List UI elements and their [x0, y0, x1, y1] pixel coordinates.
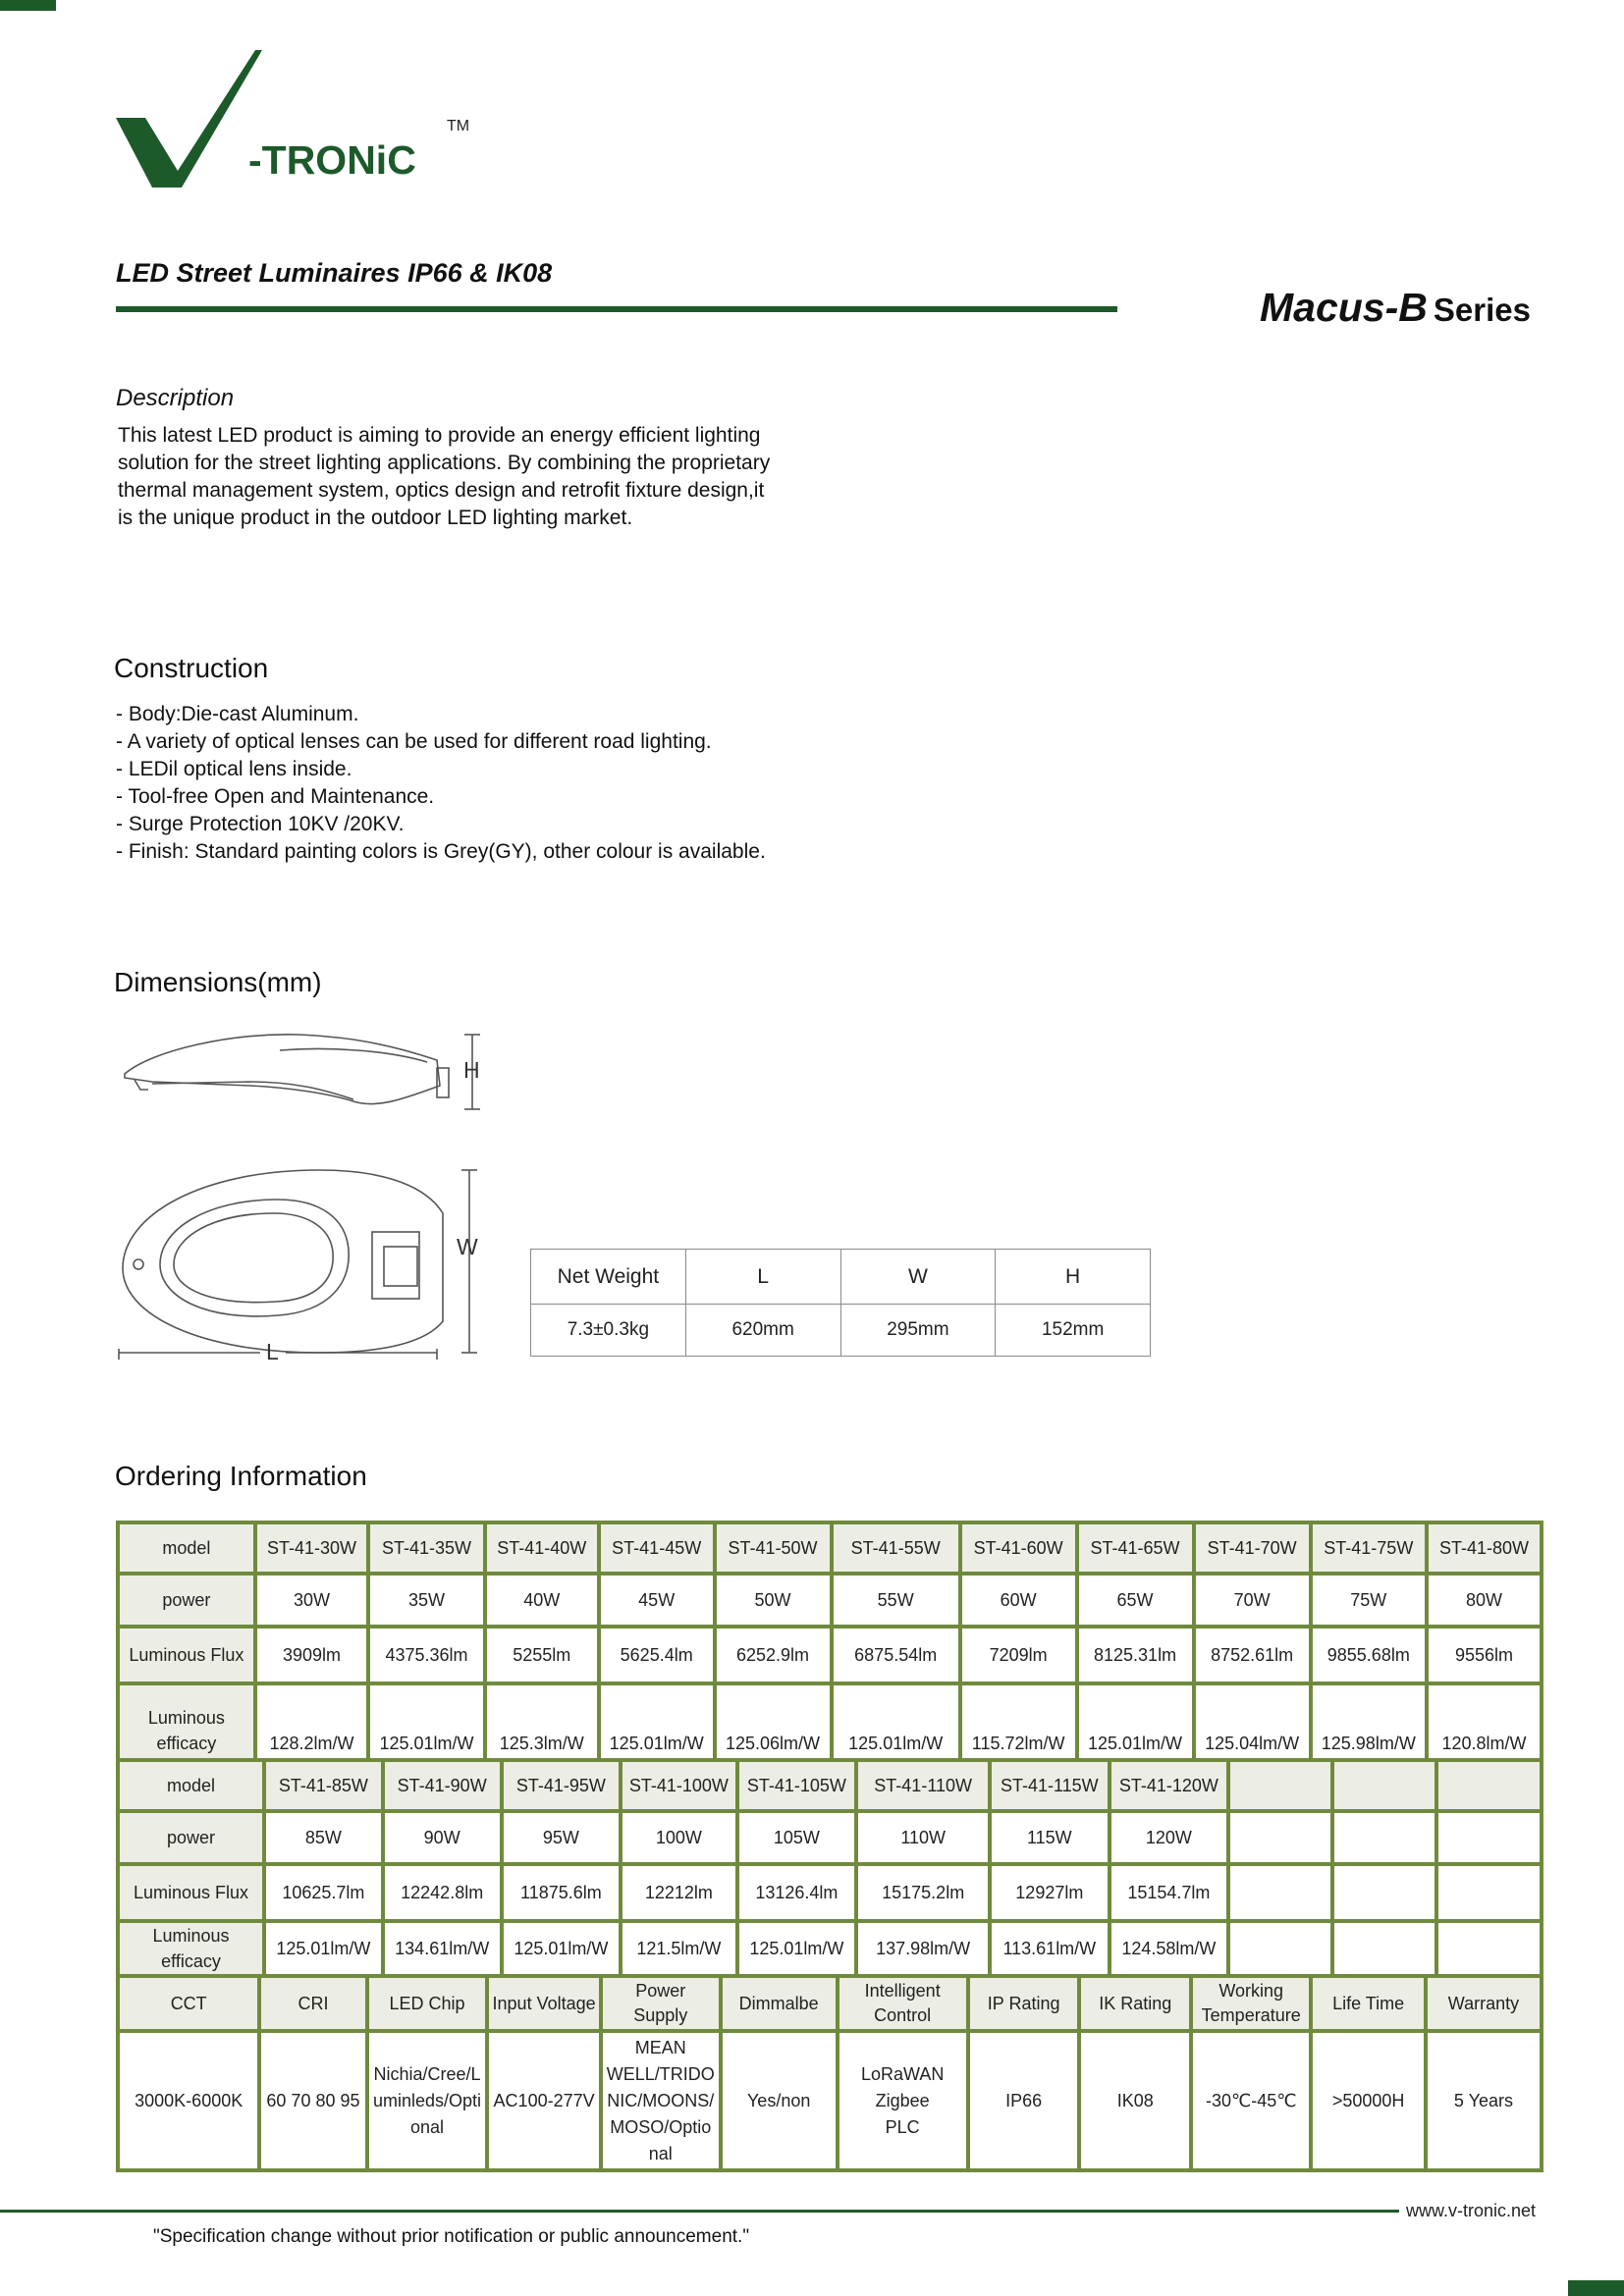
construction-item: - Finish: Standard painting colors is Grey(GY), other colour is available.: [116, 840, 766, 863]
table-row: [531, 1305, 1151, 1357]
power-cell: 120W: [1110, 1811, 1229, 1864]
spec-value-line: >50000H: [1331, 2090, 1405, 2110]
model-cell: ST-41-35W: [368, 1522, 484, 1574]
power-cell: [1332, 1811, 1435, 1864]
spec-value-line: Zigbee: [875, 2090, 930, 2110]
efficacy-cell: 113.61lm/W: [990, 1921, 1109, 1976]
spec-value-line: 3000K-6000K: [135, 2090, 244, 2110]
power-cell: 40W: [485, 1574, 599, 1627]
efficacy-cell: 134.61lm/W: [383, 1921, 502, 1976]
spec-value-line: AC100-277V: [493, 2090, 595, 2110]
power-cell: 95W: [502, 1811, 622, 1864]
construction-item: - Tool-free Open and Maintenance.: [116, 785, 435, 808]
spec-header-line: IP Rating: [987, 1993, 1060, 2013]
row-label-power: power: [118, 1811, 264, 1864]
spec-header-cell: [367, 1976, 488, 2031]
model-cell: ST-41-50W: [715, 1522, 832, 1574]
table-cell: 295mm: [840, 1305, 996, 1357]
efficacy-cell: [1332, 1921, 1435, 1976]
power-cell: 75W: [1311, 1574, 1427, 1627]
efficacy-cell: 128.2lm/W: [255, 1683, 369, 1762]
model-cell: ST-41-70W: [1194, 1522, 1311, 1574]
spec-value-cell: [968, 2031, 1080, 2170]
product-subtitle: LED Street Luminaires IP66 & IK08: [116, 258, 553, 288]
spec-header-line: CCT: [170, 1993, 207, 2013]
ordering-table-1: [116, 1521, 1543, 1764]
power-cell: [1228, 1811, 1332, 1864]
model-cell: ST-41-75W: [1311, 1522, 1427, 1574]
dimension-label-h: H: [463, 1057, 480, 1083]
flux-cell: [1436, 1864, 1542, 1921]
spec-value-line: 60 70 80 95: [266, 2090, 360, 2110]
power-cell: 105W: [737, 1811, 857, 1864]
efficacy-cell: 125.98lm/W: [1311, 1683, 1427, 1762]
power-cell: 110W: [856, 1811, 990, 1864]
power-cell: 65W: [1077, 1574, 1194, 1627]
series-word: Series: [1433, 292, 1531, 328]
efficacy-cell: 124.58lm/W: [1110, 1921, 1229, 1976]
power-cell: 55W: [832, 1574, 960, 1627]
trademark-mark: TM: [447, 118, 470, 134]
table-row: [118, 1864, 1542, 1921]
spec-header-line: IK Rating: [1099, 1993, 1172, 2013]
model-cell: ST-41-105W: [737, 1760, 857, 1811]
construction-item: - Surge Protection 10KV /20KV.: [116, 813, 405, 835]
spec-value-line: PLC: [885, 2116, 920, 2137]
spec-header-cell: [1079, 1976, 1191, 2031]
spec-value-line: Nichia/Cree/L: [373, 2063, 481, 2084]
spec-header-line: Temperature: [1201, 2005, 1301, 2025]
efficacy-cell: 125.01lm/W: [737, 1921, 857, 1976]
corner-accent-bottom: [1568, 2280, 1624, 2296]
power-cell: 70W: [1194, 1574, 1311, 1627]
spec-header-cell: [118, 1976, 259, 2031]
efficacy-cell: 115.72lm/W: [960, 1683, 1077, 1762]
construction-item: - Body:Die-cast Aluminum.: [116, 703, 359, 725]
flux-cell: 9855.68lm: [1311, 1627, 1427, 1683]
power-cell: 45W: [599, 1574, 715, 1627]
logo-wordmark: -TRONiC: [248, 137, 416, 183]
top-view-drawing: [119, 1170, 477, 1360]
spec-value-line: LoRaWAN: [860, 2063, 945, 2084]
flux-cell: 12212lm: [621, 1864, 736, 1921]
efficacy-cell: 125.01lm/W: [368, 1683, 484, 1762]
model-cell: ST-41-80W: [1427, 1522, 1542, 1574]
spec-value-line: onal: [409, 2116, 445, 2137]
power-cell: 85W: [264, 1811, 383, 1864]
description-line: solution for the street lighting applications. By combining the proprietary: [118, 452, 771, 474]
spec-header-line: Life Time: [1332, 1993, 1405, 2013]
spec-header-line: Dimmalbe: [738, 1993, 819, 2013]
model-cell: [1332, 1760, 1435, 1811]
table-row: [118, 1760, 1542, 1811]
spec-header-cell: [1426, 1976, 1542, 2031]
flux-cell: 10625.7lm: [264, 1864, 383, 1921]
dimensions-table: [530, 1249, 1151, 1357]
spec-value-line: nal: [648, 2143, 673, 2163]
spec-value-cell: [1426, 2031, 1542, 2170]
power-cell: 80W: [1427, 1574, 1542, 1627]
spec-header-cell: [838, 1976, 968, 2031]
model-cell: ST-41-30W: [255, 1522, 369, 1574]
ordering-table-2: [116, 1758, 1543, 1978]
row-label-efficacy: Luminous efficacy: [118, 1683, 255, 1762]
efficacy-cell: 137.98lm/W: [856, 1921, 990, 1976]
table-row: [118, 1574, 1542, 1627]
spec-header-cell: [601, 1976, 721, 2031]
model-cell: ST-41-110W: [856, 1760, 990, 1811]
table-row: [118, 1627, 1542, 1683]
efficacy-cell: 125.3lm/W: [485, 1683, 599, 1762]
table-row: [118, 1811, 1542, 1864]
model-cell: ST-41-45W: [599, 1522, 715, 1574]
spec-header-line: Control: [874, 2005, 932, 2025]
flux-cell: 9556lm: [1427, 1627, 1542, 1683]
spec-value-line: MOSO/Optio: [610, 2116, 712, 2137]
power-cell: 60W: [960, 1574, 1077, 1627]
flux-cell: 12927lm: [990, 1864, 1109, 1921]
dimension-label-w: W: [457, 1234, 478, 1259]
table-row: [118, 2031, 1542, 2170]
efficacy-cell: 125.01lm/W: [264, 1921, 383, 1976]
construction-heading: Construction: [114, 653, 269, 683]
description-text: [118, 422, 864, 532]
spec-value-line: 5 Years: [1453, 2090, 1513, 2110]
website-link[interactable]: www.v-tronic.net: [1406, 2201, 1537, 2220]
efficacy-cell: 121.5lm/W: [621, 1921, 736, 1976]
efficacy-cell: 125.06lm/W: [715, 1683, 832, 1762]
spec-header-cell: [968, 1976, 1080, 2031]
flux-cell: 6252.9lm: [715, 1627, 832, 1683]
flux-cell: 8125.31lm: [1077, 1627, 1194, 1683]
spec-value-line: -30℃-45℃: [1205, 2090, 1297, 2110]
footer-divider: [0, 2210, 1399, 2213]
flux-cell: 15154.7lm: [1110, 1864, 1229, 1921]
model-cell: [1436, 1760, 1542, 1811]
spec-header-cell: [487, 1976, 600, 2031]
spec-header-line: Warranty: [1447, 1993, 1520, 2013]
spec-value-line: WELL/TRIDO: [606, 2063, 715, 2084]
table-row: [118, 1683, 1542, 1762]
spec-value-line: MEAN: [634, 2037, 686, 2057]
row-label-efficacy: Luminous efficacy: [118, 1921, 264, 1976]
description-line: This latest LED product is aiming to provide an energy efficient lighting: [118, 424, 761, 447]
product-name: Macus-B: [1260, 285, 1428, 330]
flux-cell: [1228, 1864, 1332, 1921]
spec-header-cell: [721, 1976, 838, 2031]
model-cell: ST-41-115W: [990, 1760, 1109, 1811]
model-cell: [1228, 1760, 1332, 1811]
spec-value-line: NIC/MOONS/: [607, 2090, 715, 2110]
flux-cell: 5255lm: [485, 1627, 599, 1683]
spec-header-line: Intelligent: [864, 1981, 941, 2001]
spec-value-cell: [367, 2031, 488, 2170]
power-cell: 115W: [990, 1811, 1109, 1864]
row-label-model: model: [118, 1760, 264, 1811]
description-heading: Description: [116, 385, 235, 411]
v-tronic-logo: [113, 47, 476, 194]
spec-value-cell: [838, 2031, 968, 2170]
corner-accent-top: [0, 0, 56, 11]
flux-cell: 3909lm: [255, 1627, 369, 1683]
efficacy-cell: 125.01lm/W: [832, 1683, 960, 1762]
construction-list: [116, 701, 766, 866]
table-cell: 7.3±0.3kg: [531, 1305, 686, 1357]
row-label-flux: Luminous Flux: [118, 1864, 264, 1921]
table-header-cell: H: [996, 1250, 1151, 1305]
spec-value-cell: [1191, 2031, 1311, 2170]
spec-value-cell: [1079, 2031, 1191, 2170]
spec-header-cell: [259, 1976, 366, 2031]
row-label-model: model: [118, 1522, 255, 1574]
spec-value-cell: [1311, 2031, 1426, 2170]
table-row: [531, 1250, 1151, 1305]
model-cell: ST-41-85W: [264, 1760, 383, 1811]
table-cell: 152mm: [996, 1305, 1151, 1357]
side-view-drawing: [125, 1035, 480, 1109]
spec-header-line: CRI: [298, 1993, 329, 2013]
spec-value-line: uminleds/Opti: [372, 2090, 482, 2110]
flux-cell: 6875.54lm: [832, 1627, 960, 1683]
spec-value-cell: [487, 2031, 600, 2170]
construction-item: - LEDil optical lens inside.: [116, 758, 352, 780]
spec-value-line: IK08: [1116, 2090, 1154, 2110]
spec-header-cell: [1191, 1976, 1311, 2031]
table-row: [118, 1522, 1542, 1574]
spec-value-cell: [118, 2031, 259, 2170]
spec-value-line: Yes/non: [746, 2090, 811, 2110]
description-line: thermal management system, optics design and retrofit fixture design,it: [118, 479, 765, 502]
flux-cell: 4375.36lm: [368, 1627, 484, 1683]
table-row: [118, 1921, 1542, 1976]
efficacy-cell: 125.01lm/W: [502, 1921, 622, 1976]
spec-value-cell: [721, 2031, 838, 2170]
table-row: [118, 1976, 1542, 2031]
efficacy-cell: 125.01lm/W: [599, 1683, 715, 1762]
table-header-cell: W: [840, 1250, 996, 1305]
spec-header-cell: [1311, 1976, 1426, 2031]
model-cell: ST-41-40W: [485, 1522, 599, 1574]
model-cell: ST-41-65W: [1077, 1522, 1194, 1574]
model-cell: ST-41-90W: [383, 1760, 502, 1811]
luminaire-dimension-drawing: [113, 1021, 496, 1360]
table-header-cell: L: [685, 1250, 840, 1305]
model-cell: ST-41-95W: [502, 1760, 622, 1811]
power-cell: 100W: [621, 1811, 736, 1864]
efficacy-cell: 120.8lm/W: [1427, 1683, 1542, 1762]
spec-header-line: Power: [635, 1981, 686, 2001]
efficacy-cell: 125.04lm/W: [1194, 1683, 1311, 1762]
efficacy-cell: 125.01lm/W: [1077, 1683, 1194, 1762]
spec-header-line: Input Voltage: [492, 1993, 596, 2013]
flux-cell: 8752.61lm: [1194, 1627, 1311, 1683]
power-cell: 50W: [715, 1574, 832, 1627]
construction-item: - A variety of optical lenses can be used for different road lighting.: [116, 730, 712, 753]
power-cell: [1436, 1811, 1542, 1864]
power-cell: 30W: [255, 1574, 369, 1627]
table-header-cell: Net Weight: [531, 1250, 686, 1305]
flux-cell: [1332, 1864, 1435, 1921]
spec-value-line: IP66: [1005, 2090, 1043, 2110]
series-title: [1260, 285, 1531, 331]
spec-header-line: Supply: [633, 2005, 688, 2025]
row-label-flux: Luminous Flux: [118, 1627, 255, 1683]
ordering-heading: Ordering Information: [115, 1461, 367, 1491]
checkmark-logo-mark: [116, 50, 262, 187]
model-cell: ST-41-100W: [621, 1760, 736, 1811]
efficacy-cell: [1436, 1921, 1542, 1976]
model-cell: ST-41-120W: [1110, 1760, 1229, 1811]
model-cell: ST-41-60W: [960, 1522, 1077, 1574]
flux-cell: 13126.4lm: [737, 1864, 857, 1921]
disclaimer-note: "Specification change without prior notification or public announcement.": [153, 2226, 750, 2247]
spec-value-cell: [259, 2031, 366, 2170]
spec-header-line: Working: [1218, 1981, 1284, 2001]
flux-cell: 15175.2lm: [856, 1864, 990, 1921]
row-label-power: power: [118, 1574, 255, 1627]
power-cell: 35W: [368, 1574, 484, 1627]
power-cell: 90W: [383, 1811, 502, 1864]
dimension-label-l: L: [266, 1339, 279, 1360]
flux-cell: 7209lm: [960, 1627, 1077, 1683]
ordering-specs-table: [116, 1974, 1543, 2172]
flux-cell: 5625.4lm: [599, 1627, 715, 1683]
title-divider: [116, 306, 1117, 312]
efficacy-cell: [1228, 1921, 1332, 1976]
description-line: is the unique product in the outdoor LED lighting market.: [118, 507, 633, 529]
table-cell: 620mm: [685, 1305, 840, 1357]
flux-cell: 11875.6lm: [502, 1864, 622, 1921]
spec-value-cell: [601, 2031, 721, 2170]
model-cell: ST-41-55W: [832, 1522, 960, 1574]
spec-header-line: LED Chip: [389, 1993, 465, 2013]
dimensions-heading: Dimensions(mm): [114, 967, 322, 997]
flux-cell: 12242.8lm: [383, 1864, 502, 1921]
